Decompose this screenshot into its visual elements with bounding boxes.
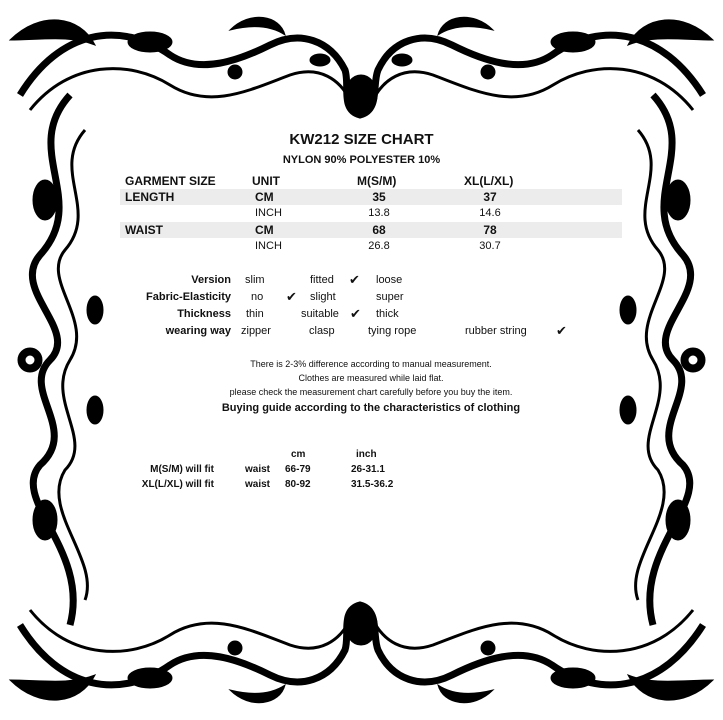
fit-col-cm: cm (291, 449, 306, 460)
row-unit: INCH (255, 240, 282, 252)
header-size-m: M(S/M) (357, 174, 397, 188)
row-unit: CM (255, 190, 274, 204)
note-line: There is 2-3% difference according to manual measurement. (250, 359, 492, 369)
row-value-xl: 14.6 (479, 207, 501, 219)
fit-col-inch: inch (356, 449, 377, 460)
header-unit: UNIT (252, 174, 280, 188)
attribute-option: suitable (301, 308, 339, 320)
attribute-label: Thickness (177, 308, 231, 320)
attribute-option: thick (376, 308, 399, 320)
row-measure: WAIST (125, 223, 163, 237)
fit-size: M(S/M) will fit (150, 464, 214, 475)
row-value-xl: 78 (483, 223, 497, 237)
attribute-option: clasp (309, 325, 335, 337)
row-value-xl: 30.7 (479, 240, 501, 252)
page-title: KW212 SIZE CHART (289, 131, 434, 148)
check-icon: ✔ (349, 272, 360, 287)
row-value-m: 13.8 (368, 207, 390, 219)
attribute-option: no (251, 291, 264, 303)
check-icon: ✔ (350, 306, 361, 321)
attribute-option: tying rope (368, 325, 417, 337)
row-unit: INCH (255, 207, 282, 219)
header-size-xl: XL(L/XL) (464, 174, 514, 188)
attribute-option: slim (245, 274, 265, 286)
buying-guide-title: Buying guide according to the characteristics of clothing (221, 402, 521, 414)
row-unit: CM (255, 223, 274, 237)
row-value-m: 35 (372, 190, 386, 204)
fit-size: XL(L/XL) will fit (141, 479, 214, 490)
attribute-option: slight (310, 291, 336, 303)
row-measure: LENGTH (125, 190, 175, 204)
row-value-m: 26.8 (368, 240, 390, 252)
check-icon: ✔ (286, 289, 297, 304)
check-icon: ✔ (556, 323, 567, 338)
note-line: Clothes are measured while laid flat. (298, 373, 444, 383)
attribute-option: thin (246, 308, 264, 320)
fit-inch: 31.5-36.2 (351, 479, 394, 490)
fit-cm: 66-79 (285, 464, 311, 475)
attribute-option: zipper (241, 325, 271, 337)
note-line: please check the measurement chart carefully before you buy the item. (229, 387, 513, 397)
attribute-label: Fabric-Elasticity (146, 291, 231, 303)
header-garment-size: GARMENT SIZE (125, 174, 216, 188)
fit-part: waist (245, 479, 271, 490)
fit-part: waist (245, 464, 271, 475)
row-value-xl: 37 (483, 190, 497, 204)
fit-cm: 80-92 (285, 479, 311, 490)
material-composition: NYLON 90% POLYESTER 10% (282, 154, 441, 166)
attribute-label: Version (191, 274, 231, 286)
attribute-option: rubber string (465, 325, 527, 337)
attribute-option: super (376, 291, 404, 303)
fit-inch: 26-31.1 (351, 464, 385, 475)
attribute-option: fitted (310, 274, 334, 286)
attribute-label: wearing way (165, 325, 231, 337)
row-value-m: 68 (372, 223, 386, 237)
attribute-option: loose (376, 274, 403, 286)
